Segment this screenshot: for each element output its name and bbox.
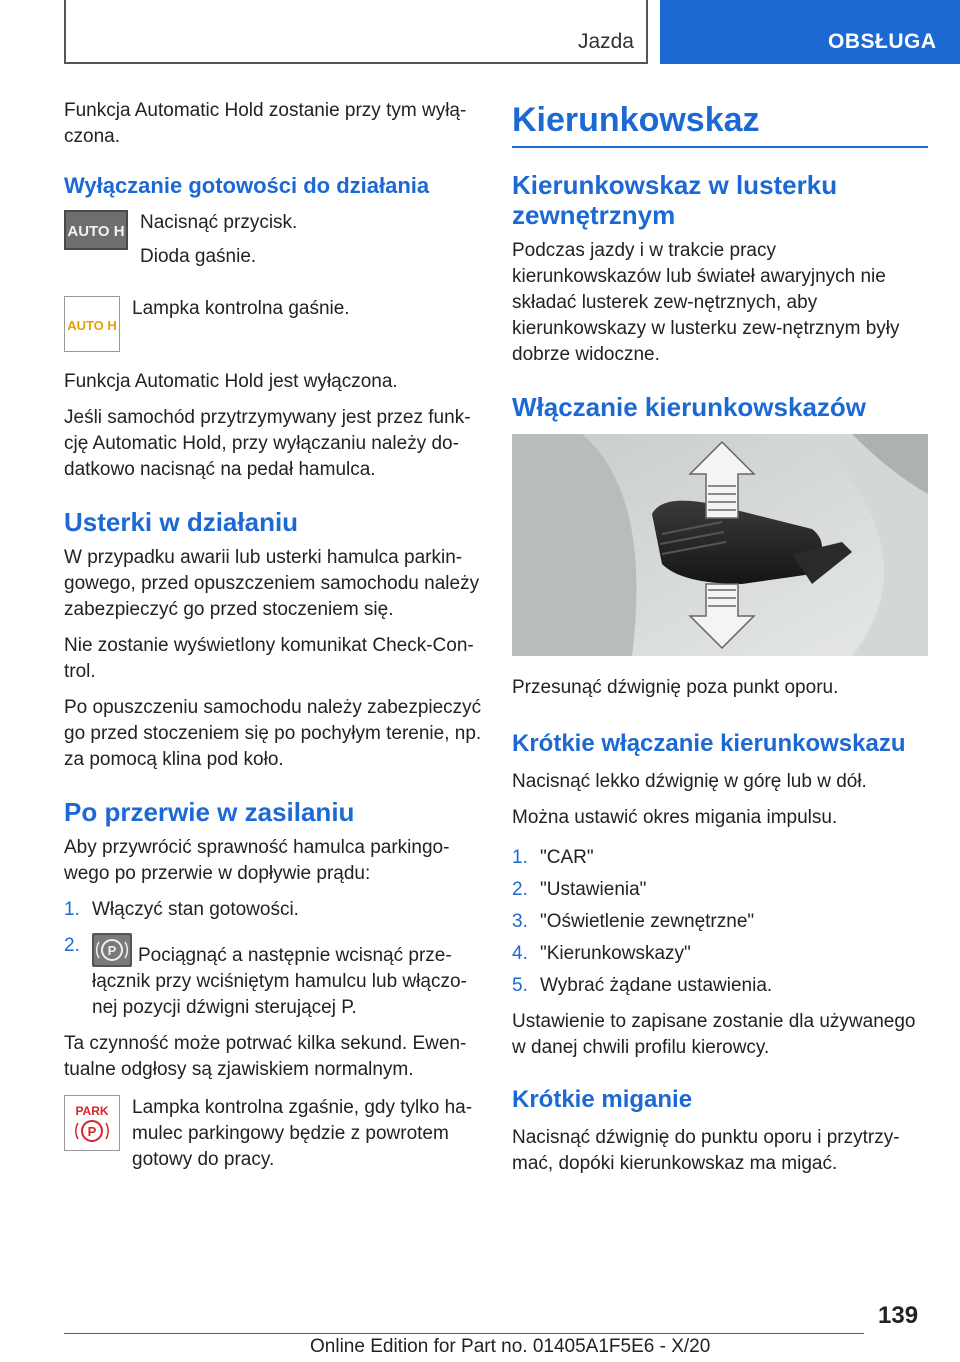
- svg-text:P: P: [107, 943, 117, 958]
- list-item: [512, 845, 928, 871]
- auto-h-button-row: [64, 210, 482, 278]
- faults-paragraph-1: W przypadku awarii lub usterki hamulca parkin-gowego, przed opuszczeniem samochodu należy zabezpieczyć go przed stoczeniem się.: [64, 547, 480, 620]
- right-column: [512, 98, 928, 1187]
- list-item: [512, 973, 928, 999]
- step-text: Pociągnąć a następnie wcisnąć prze-łącznik przy wciśniętym hamulcu lub włączo-nej pozycji dźwigni sterującej P.: [92, 945, 467, 1018]
- if-car-held-text: Jeśli samochód przytrzymywany jest przez funk-cję Automatic Hold, przy wyłączaniu należy do-datkowo nacisnąć na pedał hamulca.: [64, 407, 471, 480]
- faults-paragraph-3: Po opuszczeniu samochodu należy zabezpieczyć go przed stoczeniem się po pochyłym terenie, np. za pomocą klina pod koło.: [64, 697, 482, 770]
- step-number: 1.: [64, 899, 80, 920]
- diode-off-text: Dioda gaśnie.: [140, 246, 257, 267]
- saved-setting-text: Ustawienie to zapisane zostanie dla używanego w danej chwili profilu kierowcy.: [512, 1011, 916, 1058]
- heading-brief-flash: Krótkie miganie: [512, 1086, 693, 1113]
- heading-readiness-off: Wyłączanie gotowości do działania: [64, 173, 430, 198]
- auto-h-button-icon-label: AUTO H: [67, 223, 125, 240]
- header-section-box: [64, 0, 648, 64]
- step-number: 1.: [512, 847, 528, 868]
- parking-brake-switch-icon: [92, 933, 132, 967]
- brief-text-1: Nacisnąć lekko dźwignię w górę lub w dół.: [512, 771, 867, 792]
- header-section-title: Jazda: [577, 30, 634, 53]
- list-item: [512, 909, 928, 935]
- lamp-off-text: Lampka kontrolna gaśnie.: [132, 298, 350, 319]
- step-text: Włączyć stan gotowości.: [92, 899, 299, 920]
- settings-steps-list: [512, 845, 928, 999]
- faults-paragraph-2: Nie zostanie wyświetlony komunikat Check-Con-trol.: [64, 635, 474, 682]
- mirror-signal-text: Podczas jazdy i w trakcie pracy kierunkowskazów lub świateł awaryjnych nie składać lusterek zew-nętrznych, aby kierunkowskazy w lusterku zew-nętrznym były dobrze widoczne.: [512, 240, 900, 365]
- step-number: 2.: [64, 935, 80, 956]
- power-intro-text: Aby przywrócić sprawność hamulca parkingo-wego po przerwie w dopływie prądu:: [64, 837, 450, 884]
- header-chapter-title: OBSŁUGA: [828, 30, 937, 53]
- list-item: [512, 941, 928, 967]
- park-lamp-icon: [64, 1095, 120, 1156]
- step-text: "Oświetlenie zewnętrzne": [540, 911, 755, 932]
- heading-faults: Usterki w działaniu: [64, 507, 299, 537]
- step-text: "Ustawienia": [540, 879, 647, 900]
- auto-h-lamp-icon: [64, 296, 120, 357]
- svg-text:P: P: [87, 1124, 97, 1139]
- park-lamp-row: [64, 1095, 482, 1181]
- park-lamp-text: Lampka kontrolna zgaśnie, gdy tylko ha-mulec parkingowy będzie z powrotem gotowy do pracy.: [132, 1097, 473, 1170]
- turn-signal-lever-photo: [512, 434, 928, 656]
- list-item: [512, 877, 928, 903]
- heading-turn-signal: Kierunkowskaz: [512, 98, 928, 148]
- list-item: [64, 933, 482, 1021]
- photo-caption: Przesunąć dźwignię poza punkt oporu.: [512, 677, 839, 698]
- heading-brief-signal: Krótkie włączanie kierunkowskazu: [512, 730, 906, 757]
- step-number: 3.: [512, 911, 528, 932]
- step-text: Wybrać żądane ustawienia.: [540, 975, 773, 996]
- footer-divider: [64, 1333, 864, 1334]
- press-button-text: Nacisnąć przycisk.: [140, 212, 298, 233]
- heading-mirror-signal: Kierunkowskaz w lusterku zewnętrznym: [512, 170, 838, 230]
- step-number: 5.: [512, 975, 528, 996]
- step-text: "Kierunkowskazy": [540, 943, 691, 964]
- intro-text: Funkcja Automatic Hold zostanie przy tym wyłą-czona.: [64, 100, 467, 147]
- heading-signal-on: Włączanie kierunkowskazów: [512, 392, 867, 422]
- auto-h-lamp-row: [64, 296, 482, 357]
- list-item: [64, 897, 482, 923]
- may-take-text: Ta czynność może potrwać kilka sekund. Ewen-tualne odgłosy są zjawiskiem normalnym.: [64, 1033, 467, 1080]
- step-text-wrap: [92, 933, 482, 1021]
- step-number: 2.: [512, 879, 528, 900]
- left-column: [64, 98, 482, 1193]
- hold-off-text: Funkcja Automatic Hold jest wyłączona.: [64, 371, 398, 392]
- step-number: 4.: [512, 943, 528, 964]
- brief-text-2: Można ustawić okres migania impulsu.: [512, 807, 838, 828]
- header-chapter-tab[interactable]: [660, 0, 960, 64]
- footer-edition: Online Edition for Part no. 01405A1F5E6 - X/20: [310, 1336, 711, 1357]
- auto-h-button-icon: [64, 210, 128, 255]
- park-lamp-icon-label: PARK: [75, 1104, 109, 1118]
- heading-power-loss: Po przerwie w zasilaniu: [64, 797, 355, 827]
- step-text: "CAR": [540, 847, 594, 868]
- auto-h-lamp-icon-label: AUTO H: [67, 318, 117, 333]
- page-number: 139: [878, 1302, 919, 1329]
- flash-text: Nacisnąć dźwignię do punktu oporu i przytrzy-mać, dopóki kierunkowskaz ma migać.: [512, 1127, 900, 1174]
- power-steps-list: [64, 897, 482, 1021]
